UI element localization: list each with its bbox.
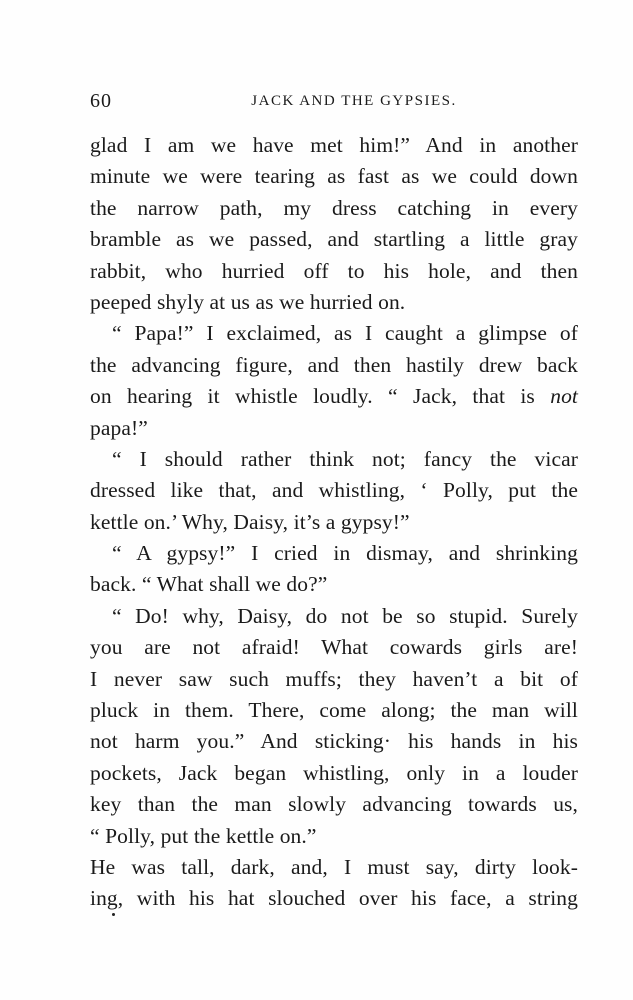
- text-line: [90, 381, 578, 412]
- emphasis-text: not: [550, 384, 578, 409]
- text-line: He was tall, dark, and, I must say, dirty look-: [90, 854, 578, 879]
- text-line: glad I am we have met him!” And in another: [90, 133, 578, 157]
- text-line: ing, with his hat slouched over his face, a string: [90, 886, 578, 911]
- text-line: “ I should rather think not; fancy the vicar: [112, 446, 578, 471]
- text-line: bramble as we passed, and startling a little gray: [90, 227, 578, 252]
- text-line: pockets, Jack began whistling, only in a louder: [90, 760, 578, 785]
- text-line: kettle on.’ Why, Daisy, it’s a gypsy!”: [90, 509, 410, 534]
- text-line: the narrow path, my dress catching in every: [90, 195, 578, 220]
- text-line: back. “ What shall we do?”: [90, 572, 328, 597]
- text-line: papa!”: [90, 415, 148, 440]
- text-line: “ Polly, put the kettle on.”: [90, 823, 317, 848]
- running-title: JACK AND THE GYPSIES.: [251, 93, 457, 109]
- text-line: “ Papa!” I exclaimed, as I caught a glimpse of: [112, 321, 578, 346]
- text-line: minute we were tearing as fast as we could down: [90, 164, 578, 189]
- text-line: I never saw such muffs; they haven’t a bit of: [90, 666, 578, 691]
- text-line: rabbit, who hurried off to his hole, and then: [90, 258, 578, 283]
- running-head: [90, 90, 578, 118]
- line-text: on hearing it whistle loudly. “ Jack, that is: [90, 384, 551, 409]
- text-line: dressed like that, and whistling, ‘ Polly, put the: [90, 478, 578, 503]
- ink-speck: [112, 913, 115, 916]
- text-line: peeped shyly at us as we hurried on.: [90, 289, 406, 314]
- text-line: the advancing figure, and then hastily drew back: [90, 352, 578, 377]
- text-line: not harm you.” And sticking· his hands in his: [90, 729, 578, 754]
- text-line: pluck in them. There, come along; the man will: [90, 698, 578, 723]
- text-line: “ Do! why, Daisy, do not be so stupid. Surely: [112, 603, 578, 628]
- text-line: “ A gypsy!” I cried in dismay, and shrinking: [112, 541, 578, 566]
- text-line: you are not afraid! What cowards girls are!: [90, 635, 578, 660]
- text-line: key than the man slowly advancing towards us,: [90, 792, 578, 817]
- page-number: 60: [90, 90, 112, 112]
- body-text: [90, 130, 578, 915]
